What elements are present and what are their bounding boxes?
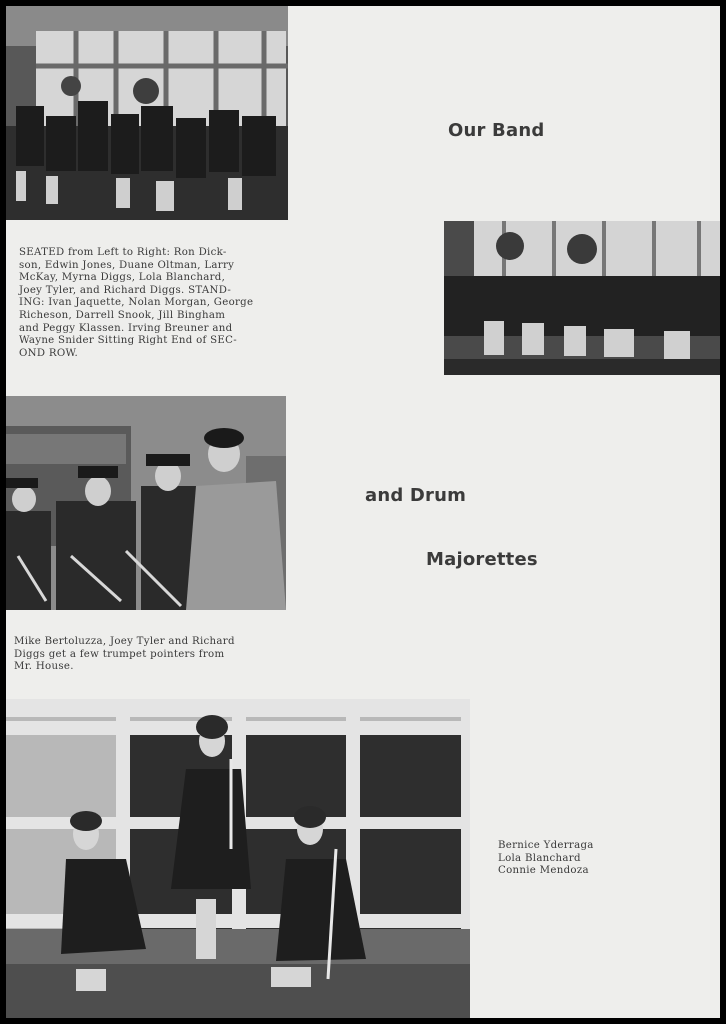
- band-photo-top: [6, 6, 288, 220]
- majorette-name: Lola Blanchard: [498, 852, 581, 864]
- band-caption: SEATED from Left to Right: Ron Dick- son, Edwin Jones, Duane Oltman, Larry McKay, Myrna Diggs, Lola Blanchard, Joey Tyler, and Richard Diggs. STAND- ING: Ivan Jaquette, Nolan Morgan, George Richeson, Darrell Snook, Jill Bingham and Peggy Klassen. Irving Breuner and Wayne Snider Sitting Right End of SEC- OND ROW.: [19, 247, 254, 359]
- trumpet-lesson-photo: [6, 396, 286, 610]
- heading-our-band: Our Band: [448, 120, 545, 141]
- heading-majorettes: Majorettes: [426, 549, 538, 570]
- majorette-name: Connie Mendoza: [498, 865, 589, 877]
- band-photo-right: [444, 221, 720, 375]
- heading-and-drum: and Drum: [365, 485, 467, 506]
- majorettes-photo: [6, 699, 470, 1018]
- yearbook-page: [6, 6, 720, 1018]
- trumpet-caption: Mike Bertoluzza, Joey Tyler and Richard Diggs get a few trumpet pointers from Mr. House.: [14, 636, 235, 673]
- majorette-name: Bernice Yderraga: [498, 840, 594, 851]
- majorette-names-list: [498, 840, 698, 878]
